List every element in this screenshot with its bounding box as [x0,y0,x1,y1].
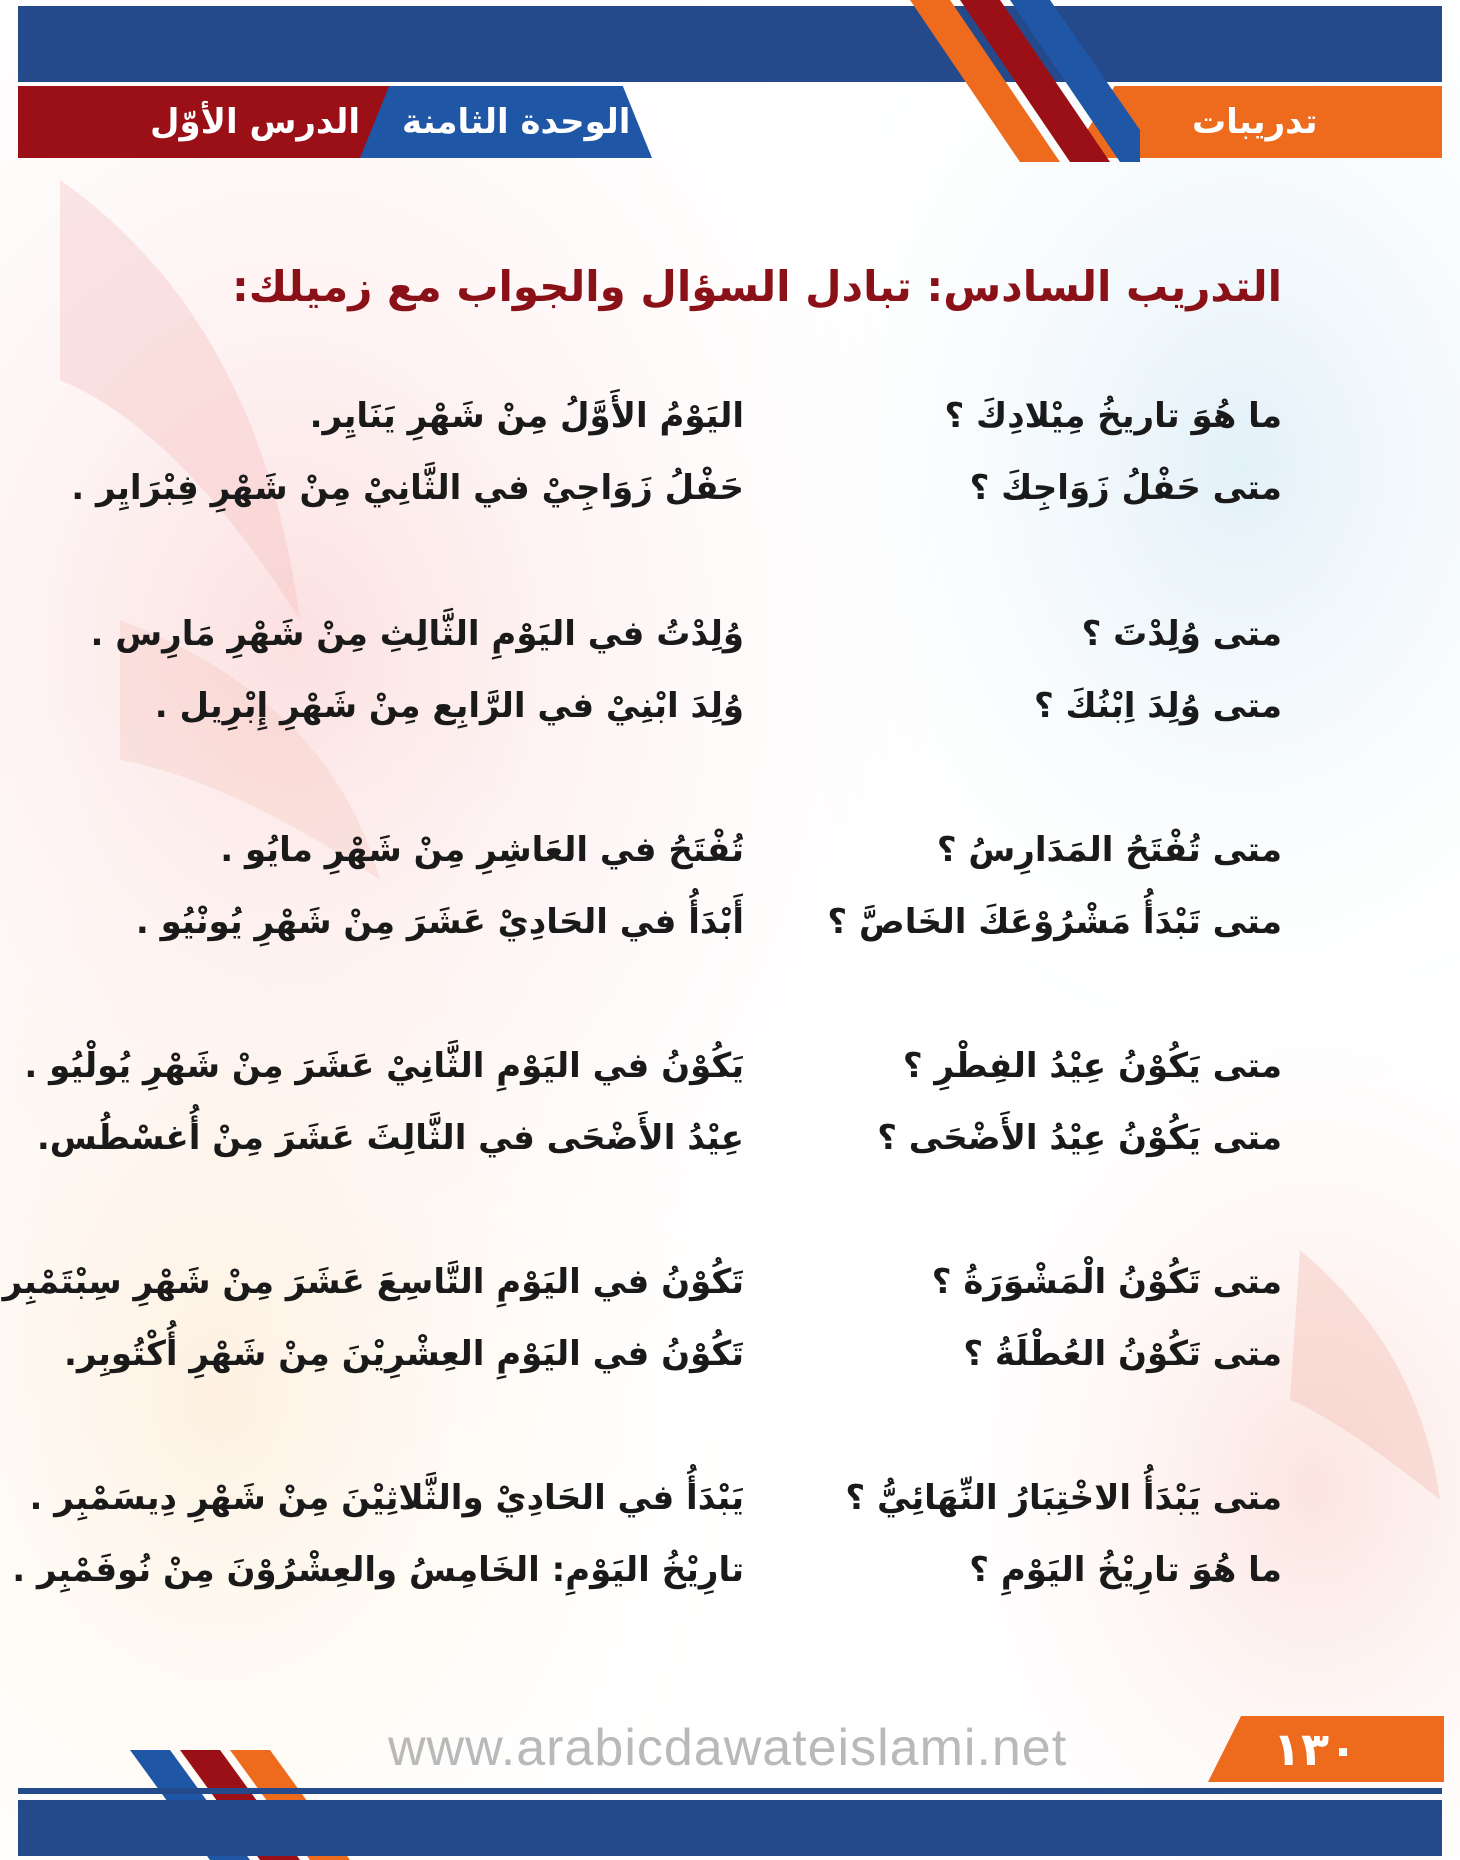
answer: تارِيْخُ اليَوْمِ: الخَامِسُ والعِشْرُوْنَ مِنْ نُوفَمْبِر . [12,1550,744,1590]
website-watermark: www.arabicdawateislami.net [388,1719,1068,1777]
exercise-title: التدريب السادس: تبادل السؤال والجواب مع زميلك: [232,262,1282,311]
answer: حَفْلُ زَوَاجِيْ في الثَّانِيْ مِنْ شَهْرِ فِبْرَايِر . [71,468,744,508]
answer: تُفْتَحُ في العَاشِرِ مِنْ شَهْرِ مايُو . [220,830,744,870]
answer: يَكُوْنُ في اليَوْمِ الثَّانِيْ عَشَرَ مِنْ شَهْرِ يُولْيُو . [24,1046,744,1086]
question: متى تَبْدَأُ مَشْرُوْعَكَ الخَاصَّ ؟ [827,902,1282,942]
question: متى تَكُوْنُ العُطْلَةُ ؟ [963,1334,1282,1374]
unit-label: الوحدة الثامنة [402,102,631,142]
answer: وُلِدْتُ في اليَوْمِ الثَّالِثِ مِنْ شَهْرِ مَارِس . [90,614,744,654]
header-stripes [880,0,1140,162]
page-number: ١٣٠ [1272,1722,1358,1776]
question: متى يَبْدَأُ الاخْتِبَارُ النِّهَائِيُّ ؟ [845,1478,1282,1518]
question: متى وُلِدْتَ ؟ [1081,614,1282,654]
answer: عِيْدُ الأَضْحَى في الثَّالِثَ عَشَرَ مِنْ أُغسْطُس. [36,1118,744,1158]
answer: وُلِدَ ابْنِيْ في الرَّابِع مِنْ شَهْرِ إِبْرِيل . [154,686,744,726]
answer: أَبْدَأُ في الحَادِيْ عَشَرَ مِنْ شَهْرِ يُونْيُو . [135,902,744,942]
answer: اليَوْمُ الأَوَّلُ مِنْ شَهْرِ يَنَايِر. [309,396,744,436]
question: ما هُوَ تاريخُ مِيْلادِكَ ؟ [944,396,1282,436]
question: متى وُلِدَ اِبْنُكَ ؟ [1033,686,1282,726]
section-label: تدريبات [1192,102,1318,142]
lesson-label: الدرس الأوّل [150,102,360,142]
question: متى حَفْلُ زَوَاجِكَ ؟ [969,468,1282,508]
question: متى يَكُوْنُ عِيْدُ الأَضْحَى ؟ [877,1118,1282,1158]
question: ما هُوَ تارِيْخُ اليَوْمِ ؟ [969,1550,1282,1590]
question: متى تُفْتَحُ المَدَارِسُ ؟ [936,830,1282,870]
footer-bar [18,1800,1442,1856]
question: متى تَكُوْنُ الْمَشْوَرَةُ ؟ [931,1262,1282,1302]
answer: يَبْدَأُ في الحَادِيْ والثَّلاثِيْنَ مِنْ شَهْرِ دِيسَمْبِر . [29,1478,744,1518]
answer: تَكُوْنُ في اليَوْمِ العِشْرِيْنَ مِنْ شَهْرِ أُكْتُوبِر. [64,1334,744,1374]
footer-line [18,1788,1442,1794]
header-top-bar [18,6,1442,82]
answer: تَكُوْنُ في اليَوْمِ التَّاسِعَ عَشَرَ مِنْ شَهْرِ سِبْتَمْبِر [2,1262,744,1302]
question: متى يَكُوْنُ عِيْدُ الفِطْرِ ؟ [902,1046,1282,1086]
